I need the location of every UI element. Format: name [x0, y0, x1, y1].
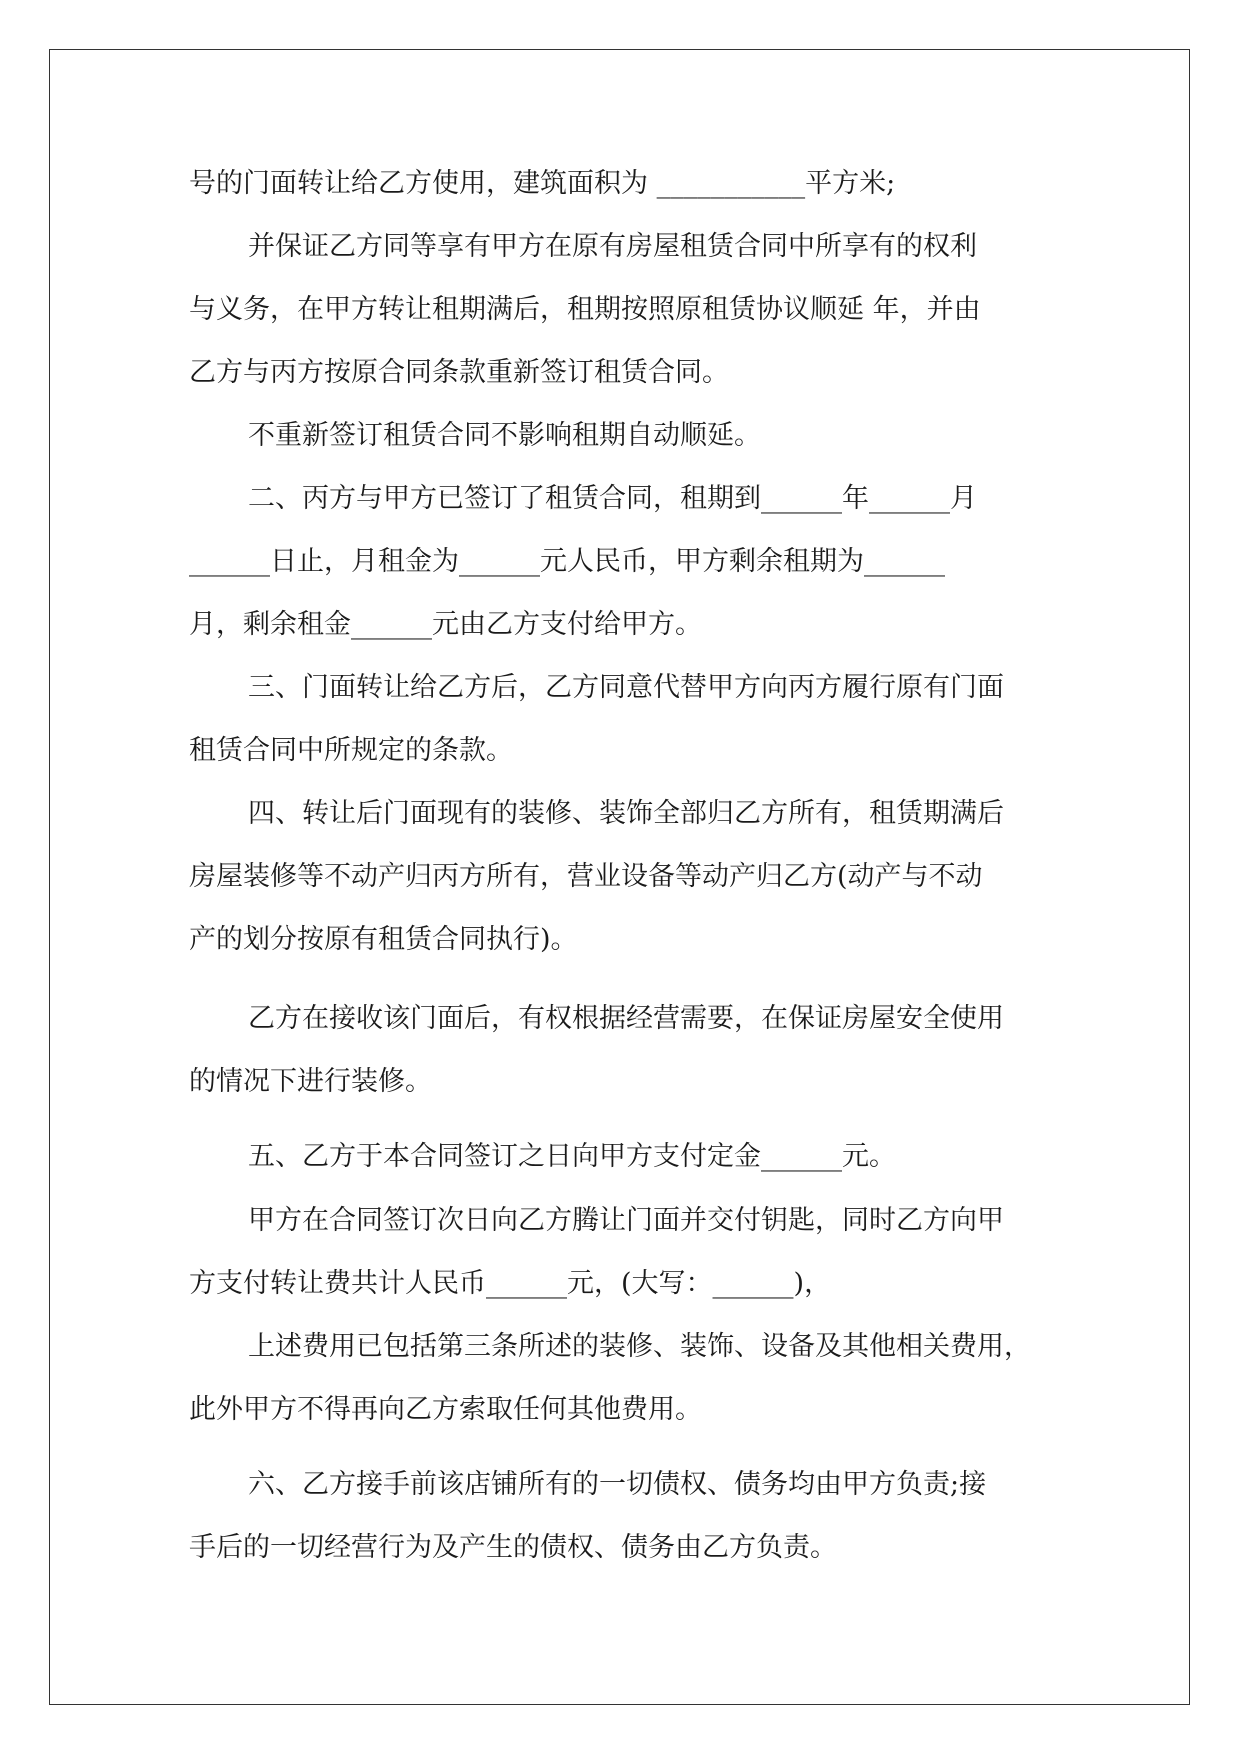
text-line: 不重新签订租赁合同不影响租期自动顺延。: [248, 420, 761, 451]
text-line: 三、门面转让给乙方后，乙方同意代替甲方向丙方履行原有门面: [248, 672, 1004, 703]
text-line: 六、乙方接手前该店铺所有的一切债权、债务均由甲方负责;接: [248, 1469, 987, 1500]
text-line: 号的门面转让给乙方使用，建筑面积为 ___________平方米;: [189, 168, 896, 199]
text-line: 方支付转让费共计人民币______元，(大写：______)，: [189, 1268, 832, 1299]
text-line: 月，剩余租金______元由乙方支付给甲方。: [189, 609, 702, 640]
text-line: 手后的一切经营行为及产生的债权、债务由乙方负责。: [189, 1532, 837, 1563]
text-line: ______日止，月租金为______元人民币，甲方剩余租期为______: [189, 546, 945, 577]
text-line: 甲方在合同签订次日向乙方腾让门面并交付钥匙，同时乙方向甲: [248, 1205, 1004, 1236]
text-line: 租赁合同中所规定的条款。: [189, 735, 513, 766]
text-line: 上述费用已包括第三条所述的装修、装饰、设备及其他相关费用，: [248, 1331, 1031, 1362]
text-line: 房屋装修等不动产归丙方所有，营业设备等动产归乙方(动产与不动: [189, 861, 983, 892]
text-line: 并保证乙方同等享有甲方在原有房屋租赁合同中所享有的权利: [248, 231, 977, 262]
text-line: 此外甲方不得再向乙方索取任何其他费用。: [189, 1394, 702, 1425]
text-line: 四、转让后门面现有的装修、装饰全部归乙方所有，租赁期满后: [248, 798, 1004, 829]
text-line: 的情况下进行装修。: [189, 1066, 432, 1097]
text-line: 五、乙方于本合同签订之日向甲方支付定金______元。: [248, 1141, 896, 1172]
text-line: 产的划分按原有租赁合同执行)。: [189, 924, 578, 955]
text-line: 二、丙方与甲方已签订了租赁合同，租期到______年______月: [248, 483, 977, 514]
text-line: 乙方在接收该门面后，有权根据经营需要，在保证房屋安全使用: [248, 1003, 1004, 1034]
text-line: 乙方与丙方按原合同条款重新签订租赁合同。: [189, 357, 729, 388]
text-line: 与义务，在甲方转让租期满后，租期按照原租赁协议顺延 年，并由: [189, 294, 981, 325]
